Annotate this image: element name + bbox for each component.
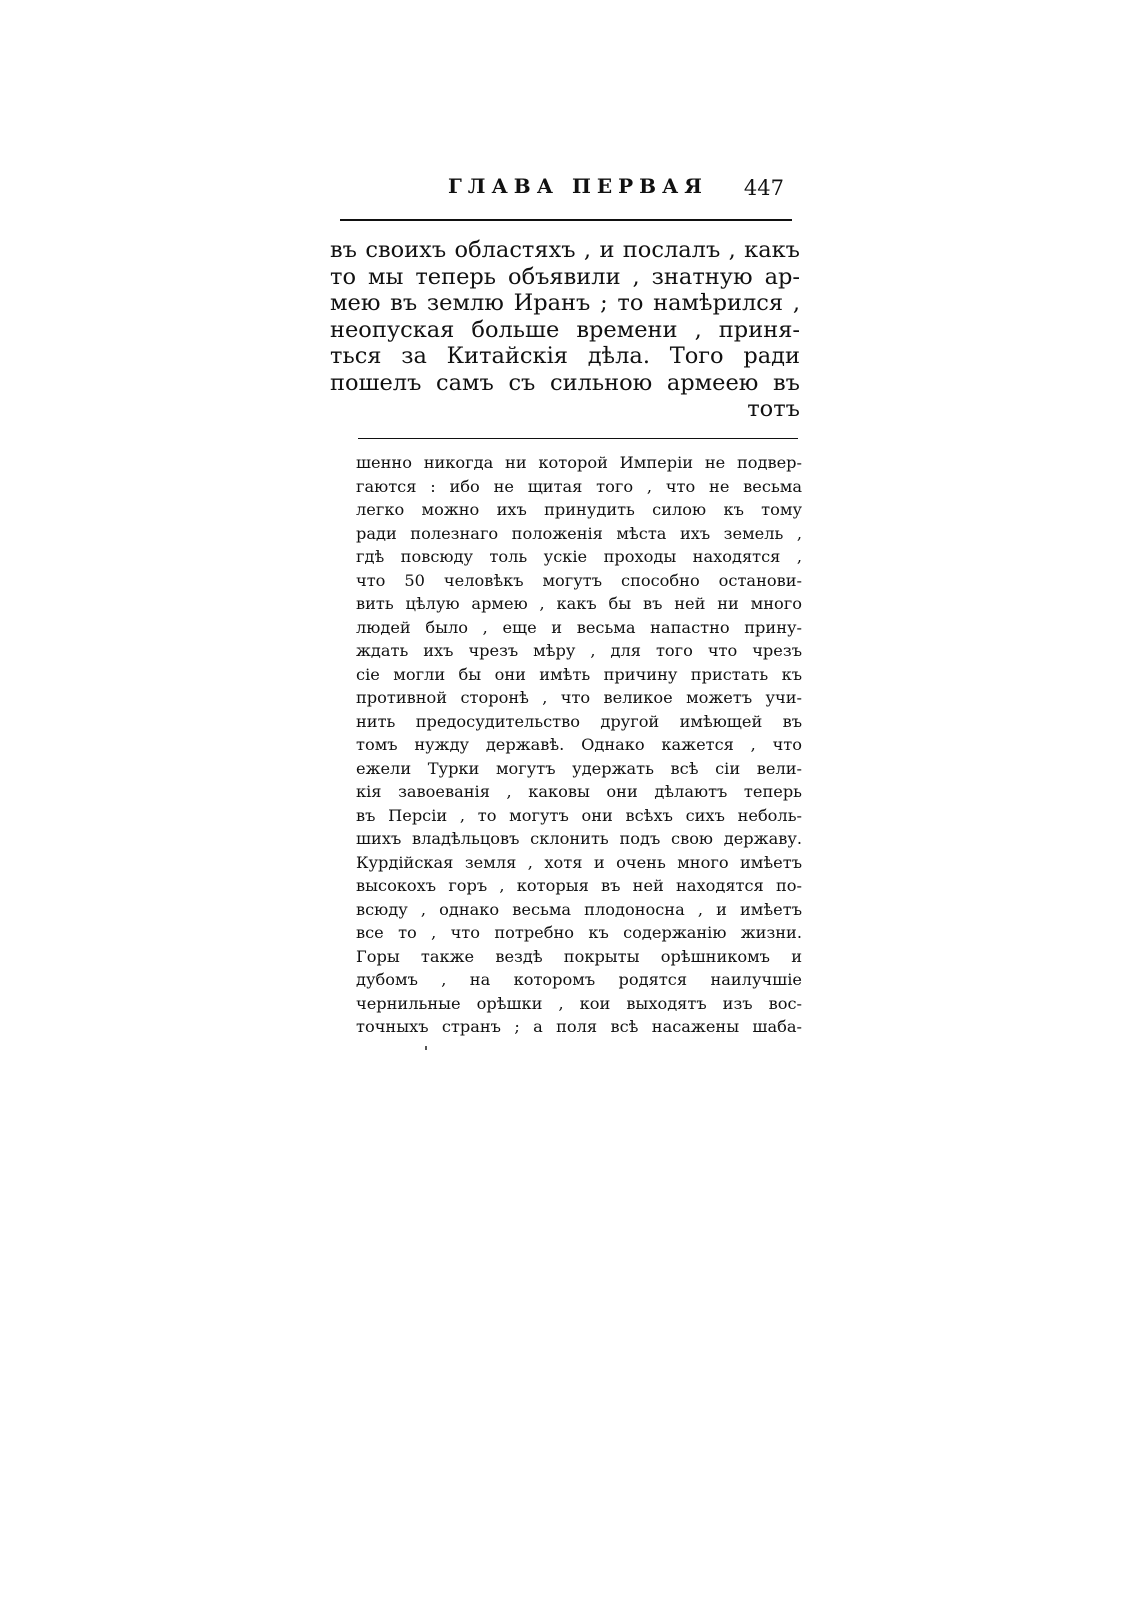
main-text-line: то мы теперь объявили , знатную ар- xyxy=(330,263,800,290)
footnote-line: что 50 человѣкъ могутъ способно останови- xyxy=(356,570,802,590)
footnote-line: томъ нужду державѣ. Однако кажется , что xyxy=(356,735,802,754)
footnote-line: ежели Турки могутъ удержать всѣ сіи вели- xyxy=(356,758,802,778)
header-rule xyxy=(340,219,792,221)
main-text-line: въ своихъ областяхъ , и послалъ , какъ xyxy=(330,237,800,263)
footnote-line: чернильные орѣшки , кои выходятъ изъ вос- xyxy=(356,993,802,1013)
footnote-line: Горы также вездѣ покрыты орѣшникомъ и xyxy=(356,946,802,966)
footnote-line: шихъ владѣльцовъ склонить подъ свою державу. xyxy=(356,829,802,848)
page-header xyxy=(330,174,792,210)
footnote-line: въ Персіи , то могутъ они всѣхъ сихъ неболь- xyxy=(356,805,802,825)
catchword: тотъ xyxy=(747,396,800,422)
footnote-line: легко можно ихъ принудить силою къ тому xyxy=(356,500,802,519)
footnote-line: всюду , однако весьма плодоносна , и имѣетъ xyxy=(356,899,802,919)
footnote-line: вить цѣлую армею , какъ бы въ ней ни много xyxy=(356,594,802,613)
footnote-line: противной сторонѣ , что великое можетъ учи- xyxy=(356,688,802,707)
footnote-line: дубомъ , на которомъ родятся наилучшіе xyxy=(356,970,802,989)
main-text-block xyxy=(330,237,800,423)
footnote-line: все то , что потребно къ содержанію жизни. xyxy=(356,923,802,942)
page-number: 447 xyxy=(743,176,784,200)
footnote-line: высокохъ горъ , которыя въ ней находятся по- xyxy=(356,876,802,895)
footnote-line: точныхъ странъ ; а поля всѣ насажены шаба- xyxy=(356,1017,802,1036)
footnote-line: ждать ихъ чрезъ мѣру , для того что чрезъ xyxy=(356,641,802,660)
main-text-line: мею въ землю Иранъ ; то намѣрился , xyxy=(330,290,800,316)
running-title: ГЛАВА ПЕРВАЯ xyxy=(448,174,708,198)
main-text-line: ться за Китайскія дѣла. Того ради xyxy=(330,343,800,369)
footnote-line: ради полезнаго положенія мѣста ихъ земель , xyxy=(356,523,802,543)
footnote-line: Курдійская земля , хотя и очень много имѣетъ xyxy=(356,852,802,872)
footnote-line: кія завоеванія , каковы они дѣлаютъ теперь xyxy=(356,782,802,801)
footnote-line: людей было , еще и весьма напастно прину- xyxy=(356,617,802,637)
ink-speck xyxy=(425,1046,427,1050)
footnote-line: нить предосудительство другой имѣющей въ xyxy=(356,711,802,731)
footnote-line: гдѣ повсюду толь ускіе проходы находятся , xyxy=(356,547,802,566)
main-text-line: неопуская больше времени , приня- xyxy=(330,316,800,343)
footnote-rule xyxy=(358,438,798,439)
footnote-block xyxy=(356,451,802,1039)
footnote-line: сіе могли бы они имѣть причину пристать къ xyxy=(356,664,802,684)
footnote-line: гаются : ибо не щитая того , что не весьма xyxy=(356,476,802,496)
footnote-line: шенно никогда ни которой Имперіи не подвер- xyxy=(356,453,802,472)
main-text-line: пошелъ самъ съ сильною армеею въ xyxy=(330,369,800,396)
